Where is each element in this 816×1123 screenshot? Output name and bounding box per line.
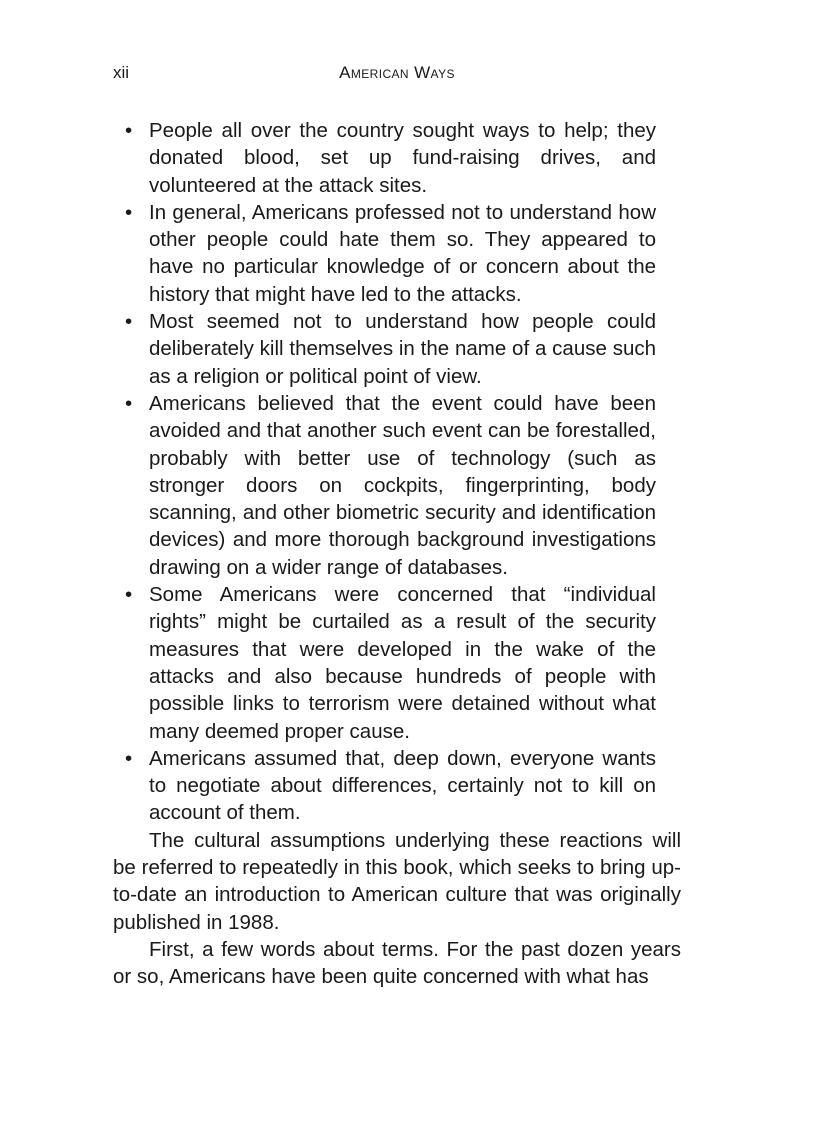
list-item-text: Americans believed that the event could have been avoided and that another such event can be forestalled, probably with better use of technology (such as stronger doors on cockpits, fingerprinting, body scanning, and other biometric security and identification devices) and more thorough background investigations drawing on a wider range of databases.	[149, 391, 656, 579]
list-item	[113, 390, 681, 581]
list-item-text: Americans assumed that, deep down, everyone wants to negotiate about differences, certainly not to kill on account of them.	[149, 746, 656, 825]
bullet-icon: •	[125, 746, 133, 770]
list-item	[113, 745, 681, 827]
list-item	[113, 199, 681, 308]
body-paragraph: The cultural assumptions underlying these reactions will be referred to repeatedly in this book, which seeks to bring up-to-date an introduction to American culture that was originally published in 1988.	[113, 828, 681, 934]
list-item-text: People all over the country sought ways to help; they donated blood, set up fund-raising drives, and volunteered at the attack sites.	[149, 119, 656, 197]
list-item	[113, 308, 681, 390]
bullet-icon: •	[125, 119, 133, 142]
list-item	[113, 117, 681, 199]
bullet-icon: •	[125, 200, 133, 224]
list-item-text: Most seemed not to understand how people could deliberately kill themselves in the name of a cause such as a religion or political point of view.	[149, 310, 656, 388]
book-title: American Ways	[339, 63, 455, 82]
running-head	[113, 63, 681, 85]
body-text	[113, 117, 681, 991]
bullet-list	[113, 117, 681, 827]
list-item-text: In general, Americans professed not to understand how other people could hate them so. They appeared to have no particular knowledge of or concern about the history that might have led to the attacks.	[149, 200, 656, 306]
bullet-icon: •	[125, 391, 133, 415]
bullet-icon: •	[125, 583, 133, 607]
bullet-icon: •	[125, 310, 133, 334]
list-item	[113, 581, 681, 745]
page-number: xii	[113, 63, 130, 82]
body-paragraph: First, a few words about terms. For the past dozen years or so, Americans have been quite concerned with what has	[113, 937, 681, 989]
list-item-text: Some Americans were concerned that “individual rights” might be curtailed as a result of the security measures that were developed in the wake of the attacks and also because hundreds of people with possible links to terrorism were detained without what many deemed proper cause.	[149, 583, 656, 743]
